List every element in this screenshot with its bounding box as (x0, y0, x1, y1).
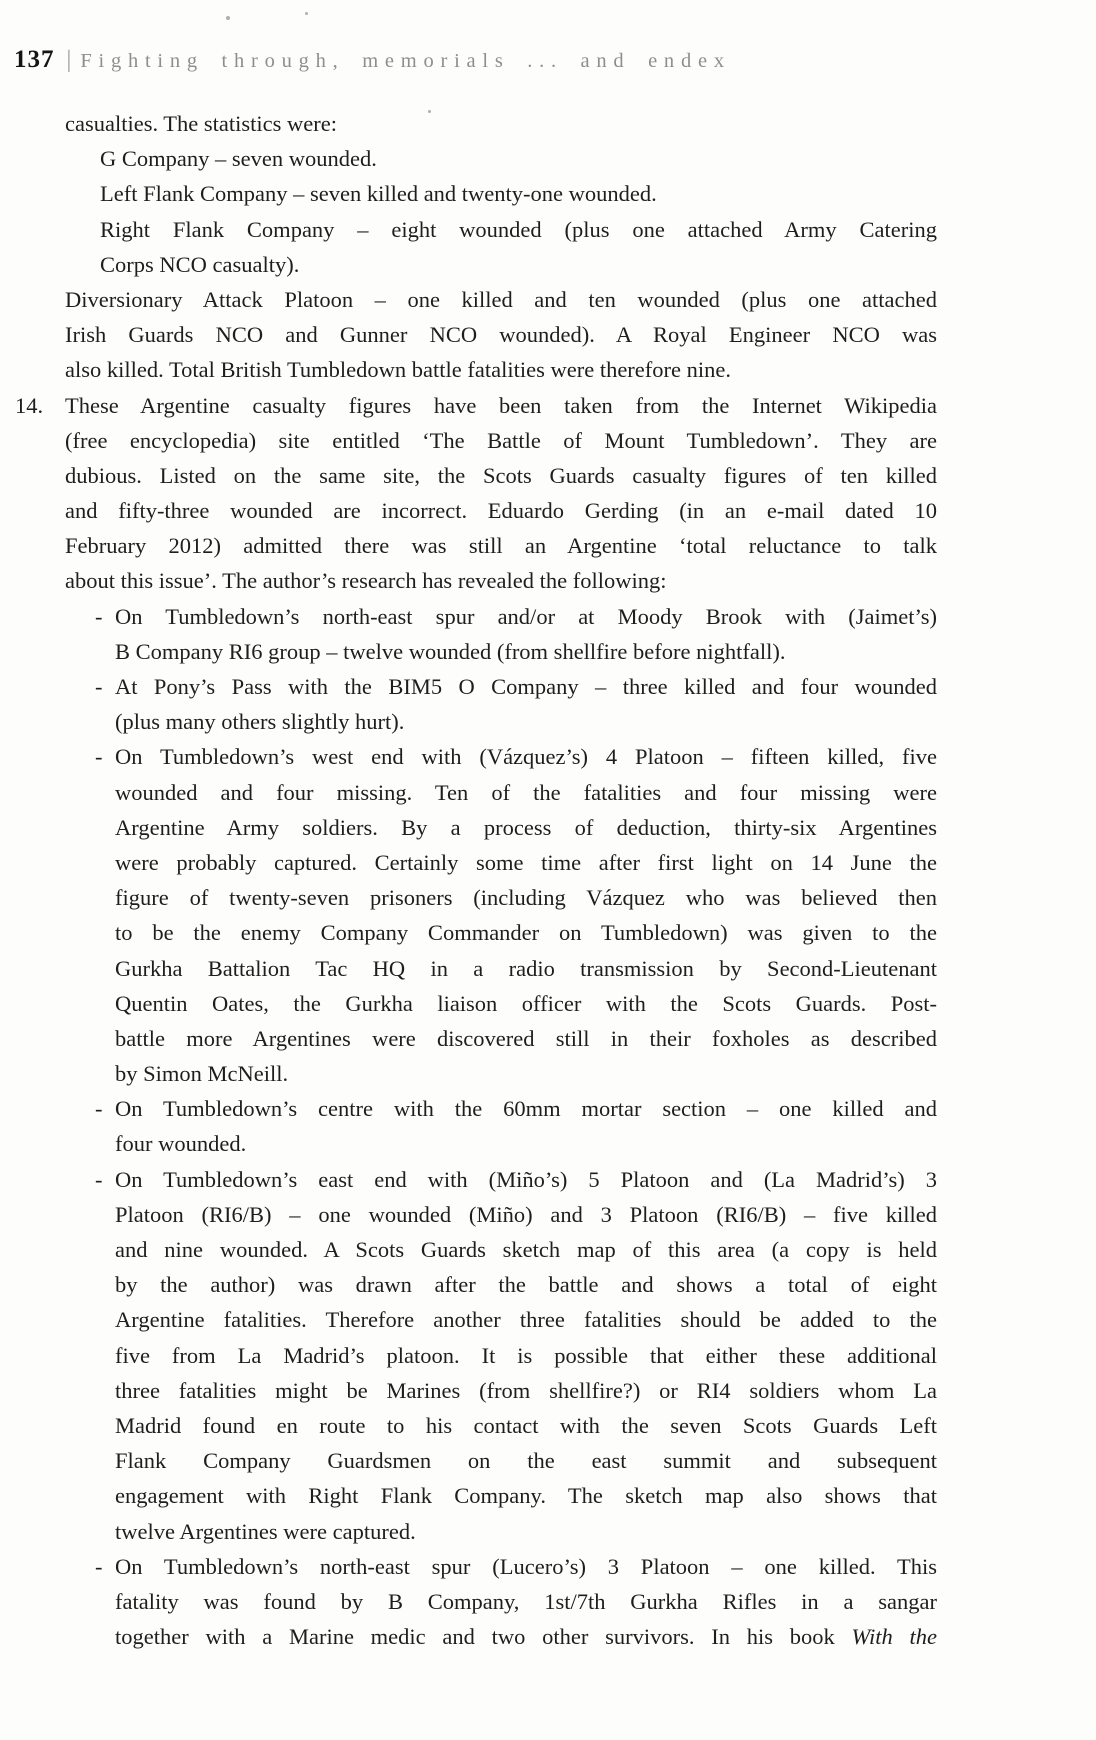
text-line: At Pony’s Pass with the BIM5 O Company – three killed and four wounded (115, 674, 937, 699)
text-line: Quentin Oates, the Gurkha liaison officer with the Scots Guards. Post- (115, 990, 937, 1016)
dash-bullet: - (95, 603, 103, 629)
text-line: Platoon (RI6/B) – one wounded (Miño) and 3 Platoon (RI6/B) – five killed (115, 1201, 937, 1227)
italic-book-title: With the (851, 1624, 937, 1650)
text-line: (free encyclopedia) site entitled ‘The Battle of Mount Tumbledown’. They are (65, 427, 937, 453)
list-item (95, 669, 937, 739)
header-separator: | (66, 47, 72, 73)
text-line: casualties. The statistics were: (65, 111, 337, 136)
text-line: Right Flank Company – eight wounded (plus one attached Army Catering (100, 216, 937, 242)
text-line: Corps NCO casualty). (100, 251, 300, 277)
text-line: Irish Guards NCO and Gunner NCO wounded). A Royal Engineer NCO was (65, 322, 937, 348)
text-line: about this issue’. The author’s research has revealed the following: (65, 568, 667, 594)
text-line: These Argentine casualty figures have been taken from the Internet Wikipedia (65, 392, 937, 418)
text-line: On Tumbledown’s east end with (Miño’s) 5 Platoon and (La Madrid’s) 3 (115, 1166, 937, 1192)
dash-bullet: - (95, 1096, 103, 1122)
list-item (95, 1091, 937, 1161)
text-line: five from La Madrid’s platoon. It is possible that either these additional (115, 1342, 937, 1368)
text-line: On Tumbledown’s north-east spur and/or at Moody Brook with (Jaimet’s) (115, 603, 937, 629)
numbered-item (15, 388, 937, 599)
page-number: 137 (14, 46, 55, 73)
text-line: by Simon McNeill. (115, 1061, 289, 1087)
text-line: were probably captured. Certainly some time after first light on 14 June the (115, 849, 937, 875)
text-line: wounded and four missing. Ten of the fatalities and four missing were (115, 779, 937, 805)
text-line: figure of twenty-seven prisoners (including Vázquez who was believed then (115, 885, 937, 911)
text-line: fatality was found by B Company, 1st/7th Gurkha Rifles in a sangar (115, 1588, 937, 1614)
text-line: Left Flank Company – seven killed and twenty-one wounded. (100, 181, 657, 207)
text-line: G Company – seven wounded. (100, 146, 377, 172)
scan-speck (305, 12, 308, 15)
text-line (115, 1619, 937, 1654)
text-line: also killed. Total British Tumbledown battle fatalities were therefore nine. (65, 357, 731, 383)
stat-line (100, 212, 937, 282)
text-run: together with a Marine medic and two other survivors. In his book (115, 1624, 852, 1650)
text-line: and fifty-three wounded are incorrect. Eduardo Gerding (in an e-mail dated 10 (65, 498, 937, 524)
paragraph (65, 282, 937, 388)
text-line: On Tumbledown’s north-east spur (Lucero’s) 3 Platoon – one killed. This (115, 1553, 937, 1579)
dash-bullet: - (95, 1166, 103, 1192)
text-line: by the author) was drawn after the battle and shows a total of eight (115, 1272, 937, 1298)
dash-bullet: - (95, 744, 103, 770)
list-item (95, 1549, 937, 1655)
text-line: On Tumbledown’s centre with the 60mm mortar section – one killed and (115, 1096, 937, 1122)
text-line: three fatalities might be Marines (from shellfire?) or RI4 soldiers whom La (115, 1377, 937, 1403)
text-line: Madrid found en route to his contact with the seven Scots Guards Left (115, 1412, 937, 1438)
text-line: B Company RI6 group – twelve wounded (from shellfire before nightfall). (115, 638, 786, 664)
text-line: and nine wounded. A Scots Guards sketch map of this area (a copy is held (115, 1237, 937, 1262)
text-line: On Tumbledown’s west end with (Vázquez’s) 4 Platoon – fifteen killed, five (115, 744, 937, 770)
stat-line (100, 176, 937, 211)
text-column (15, 106, 937, 1654)
running-header (14, 46, 731, 74)
text-line: (plus many others slightly hurt). (115, 709, 405, 735)
text-line: engagement with Right Flank Company. The sketch map also shows that (115, 1483, 937, 1509)
text-line: Gurkha Battalion Tac HQ in a radio transmission by Second-Lieutenant (115, 955, 937, 981)
text-line: Argentine Army soldiers. By a process of deduction, thirty-six Argentines (115, 814, 937, 840)
text-line: Flank Company Guardsmen on the east summit and subsequent (115, 1448, 937, 1474)
text-line: twelve Argentines were captured. (115, 1518, 416, 1544)
dash-bullet: - (95, 674, 103, 699)
text-line: battle more Argentines were discovered still in their foxholes as described (115, 1025, 937, 1051)
scan-speck (226, 16, 230, 20)
dash-bullet: - (95, 1553, 103, 1579)
list-item (95, 739, 937, 1091)
text-line: February 2012) admitted there was still an Argentine ‘total reluctance to talk (65, 533, 937, 559)
text-line: to be the enemy Company Commander on Tumbledown) was given to the (115, 920, 937, 946)
text-line: Argentine fatalities. Therefore another three fatalities should be added to the (115, 1307, 937, 1333)
chapter-title: Fighting through, memorials ... and endex (80, 50, 731, 72)
text-line: dubious. Listed on the same site, the Scots Guards casualty figures of ten killed (65, 462, 937, 488)
paragraph (65, 106, 937, 141)
item-number: 14. (15, 392, 44, 418)
text-line: four wounded. (115, 1131, 247, 1157)
list-item (95, 1162, 937, 1549)
stat-line (100, 141, 937, 176)
list-item (95, 599, 937, 669)
text-line: Diversionary Attack Platoon – one killed and ten wounded (plus one attached (65, 286, 937, 312)
